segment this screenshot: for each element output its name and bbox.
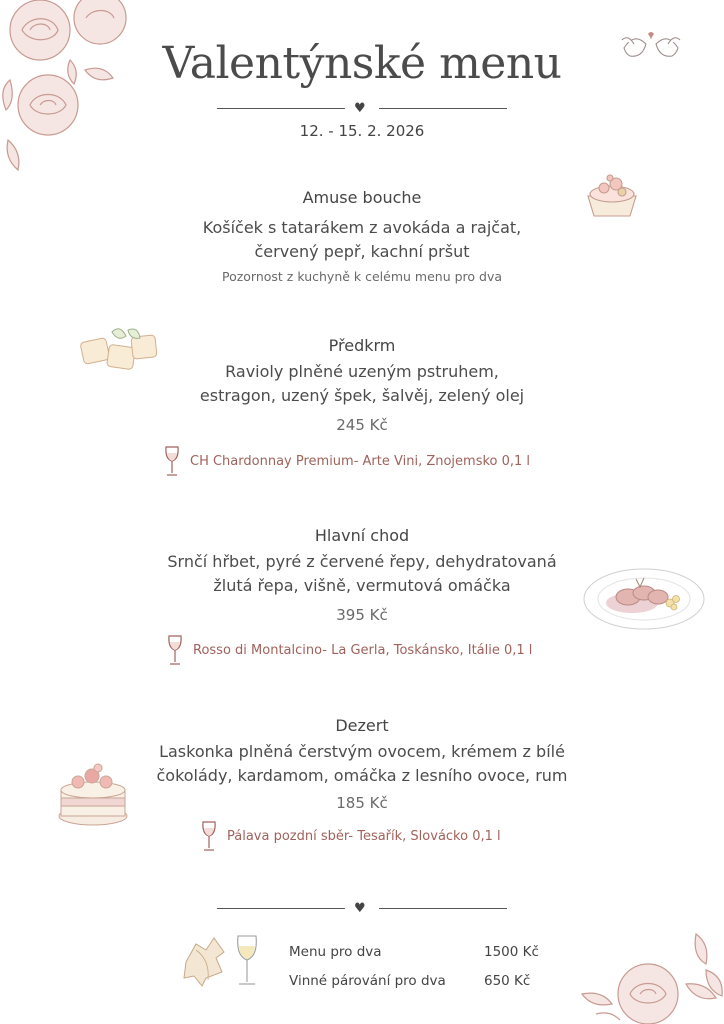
course-price: 245 Kč	[336, 416, 388, 434]
course-description-line: červený pepř, kachní pršut	[254, 242, 470, 261]
page-title: Valentýnské menu	[162, 38, 562, 89]
wine-pairing	[164, 445, 530, 477]
grape-leaf-wine-icon	[182, 932, 264, 990]
rose-bouquet-icon	[576, 924, 724, 1024]
wine-glass-icon	[167, 634, 183, 666]
wine-pairing	[201, 820, 501, 852]
course-price: 395 Kč	[336, 606, 388, 624]
course-description	[0, 216, 724, 264]
course-title: Amuse bouche	[302, 188, 422, 207]
heart-icon: ♥	[354, 101, 366, 116]
summary-value: 650 Kč	[484, 973, 531, 989]
course-description	[0, 740, 724, 788]
course-description-line: Ravioly plněné uzeným pstruhem,	[225, 362, 499, 381]
wine-glass-icon	[164, 445, 180, 477]
wine-glass-icon	[201, 820, 217, 852]
course-description-line: čokolády, kardamom, omáčka z lesního ovoce, rum	[156, 766, 568, 785]
course-description	[0, 360, 724, 408]
summary-label: Vinné párování pro dva	[289, 973, 446, 989]
wine-pairing	[167, 634, 532, 666]
course-title: Předkrm	[328, 336, 396, 355]
divider	[217, 903, 507, 915]
wine-label: CH Chardonnay Premium- Arte Vini, Znojemsko 0,1 l	[190, 453, 531, 469]
menu-date: 12. - 15. 2. 2026	[299, 122, 425, 140]
wine-label: Pálava pozdní sběr- Tesařík, Slovácko 0,1 l	[227, 828, 501, 844]
heart-icon: ♥	[354, 901, 366, 916]
course-price: 185 Kč	[336, 794, 388, 812]
wine-label: Rosso di Montalcino- La Gerla, Toskánsko, Itálie 0,1 l	[193, 642, 533, 658]
summary-value: 1500 Kč	[484, 944, 539, 960]
course-note: Pozornost z kuchyně k celému menu pro dva	[221, 269, 503, 284]
course-description-line: žlutá řepa, višně, vermutová omáčka	[213, 576, 511, 595]
course-description-line: Košíček s tatarákem z avokáda a rajčat,	[202, 218, 522, 237]
course-title: Hlavní chod	[314, 526, 410, 545]
course-description-line: estragon, uzený špek, šalvěj, zelený olej	[199, 386, 525, 405]
course-description-line: Laskonka plněná čerstvým ovocem, krémem z bílé	[159, 742, 565, 761]
divider	[217, 103, 507, 115]
course-title: Dezert	[335, 716, 389, 735]
plated-meat-icon	[582, 563, 706, 631]
course-description-line: Srnčí hřbet, pyré z červené řepy, dehydratovaná	[167, 552, 557, 571]
summary-label: Menu pro dva	[289, 944, 382, 960]
rose-bouquet-icon	[0, 0, 140, 190]
